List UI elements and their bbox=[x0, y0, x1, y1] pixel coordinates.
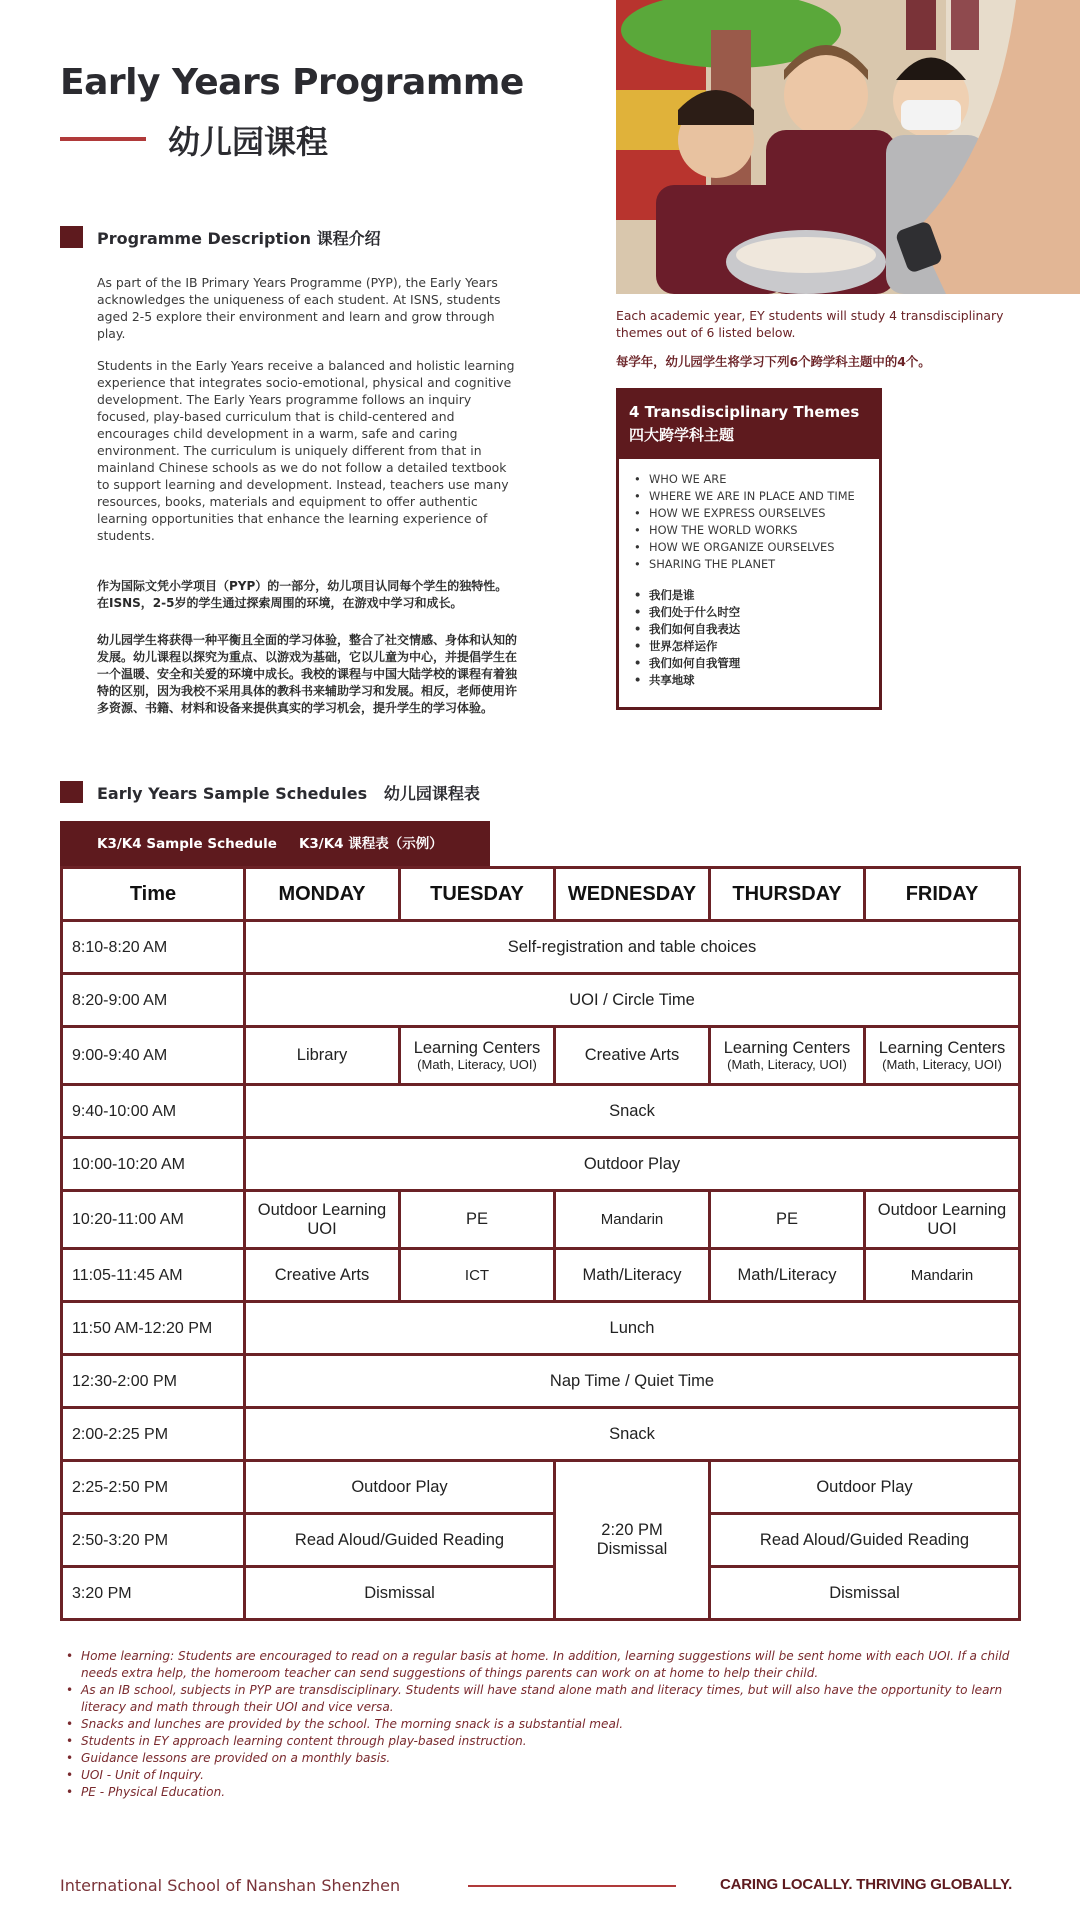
theme-item: • HOW WE ORGANIZE OURSELVES bbox=[632, 539, 879, 556]
activity-title: Learning Centers bbox=[413, 1039, 541, 1057]
activity-cell bbox=[710, 1027, 865, 1085]
activity-cell: UOI / Circle Time bbox=[245, 974, 1020, 1027]
column-header-monday: MONDAY bbox=[245, 868, 400, 921]
schedule-tab-k3-k4 bbox=[60, 821, 490, 867]
description-paragraph-cn-1: 作为国际文凭小学项目（PYP）的一部分，幼儿项目认同每个学生的独特性。在ISNS，2-5岁的学生通过探索周围的环境，在游戏中学习和成长。 bbox=[97, 579, 508, 610]
page-title-chinese: 幼儿园课程 bbox=[168, 123, 329, 161]
themes-list-en bbox=[619, 459, 879, 573]
activity-cell: Math/Literacy bbox=[555, 1249, 710, 1302]
column-header-wednesday: WEDNESDAY bbox=[555, 868, 710, 921]
themes-box-header bbox=[619, 391, 879, 459]
footer-divider-line bbox=[468, 1885, 676, 1887]
table-row bbox=[62, 921, 1020, 974]
note-item: • UOI - Unit of Inquiry. bbox=[64, 1767, 1024, 1784]
table-row bbox=[62, 974, 1020, 1027]
activity-cell: Nap Time / Quiet Time bbox=[245, 1355, 1020, 1408]
activity-cell bbox=[400, 1027, 555, 1085]
theme-item: • WHO WE ARE bbox=[632, 471, 879, 488]
note-item: • Students in EY approach learning content through play-based instruction. bbox=[64, 1733, 1024, 1750]
theme-item: • SHARING THE PLANET bbox=[632, 556, 879, 573]
note-item: • PE - Physical Education. bbox=[64, 1784, 1024, 1801]
table-row bbox=[62, 1461, 1020, 1514]
activity-cell: Snack bbox=[245, 1408, 1020, 1461]
activity-cell: Outdoor Play bbox=[245, 1138, 1020, 1191]
wednesday-dismissal-cell: 2:20 PM Dismissal bbox=[555, 1461, 710, 1620]
activity-cell: Read Aloud/Guided Reading bbox=[245, 1514, 555, 1567]
table-row bbox=[62, 1027, 1020, 1085]
schedule-tab-label-cn: K3/K4 课程表（示例） bbox=[298, 836, 443, 852]
activity-cell: Outdoor Learning UOI bbox=[865, 1191, 1020, 1249]
activity-cell: PE bbox=[400, 1191, 555, 1249]
themes-list-cn bbox=[619, 573, 879, 689]
theme-item-cn: • 世界怎样运作 bbox=[632, 638, 879, 655]
activity-cell: Creative Arts bbox=[245, 1249, 400, 1302]
activity-cell: Read Aloud/Guided Reading bbox=[710, 1514, 1020, 1567]
table-row bbox=[62, 1085, 1020, 1138]
activity-cell: Mandarin bbox=[555, 1191, 710, 1249]
title-accent-line bbox=[60, 137, 146, 141]
time-cell: 9:00-9:40 AM bbox=[62, 1027, 245, 1085]
activity-cell: Library bbox=[245, 1027, 400, 1085]
table-row bbox=[62, 1355, 1020, 1408]
activity-subtitle: (Math, Literacy, UOI) bbox=[417, 1057, 537, 1072]
activity-cell: Lunch bbox=[245, 1302, 1020, 1355]
themes-box-title: 4 Transdisciplinary Themes bbox=[629, 403, 860, 421]
table-row bbox=[62, 1567, 1020, 1620]
theme-item-cn: • 共享地球 bbox=[632, 672, 879, 689]
activity-cell: Outdoor Learning UOI bbox=[245, 1191, 400, 1249]
time-cell: 12:30-2:00 PM bbox=[62, 1355, 245, 1408]
section-marker-square bbox=[60, 226, 83, 248]
schedule-tab-label: K3/K4 Sample Schedule bbox=[97, 836, 277, 852]
time-cell: 8:20-9:00 AM bbox=[62, 974, 245, 1027]
activity-cell: ICT bbox=[400, 1249, 555, 1302]
theme-item: • HOW THE WORLD WORKS bbox=[632, 522, 879, 539]
time-cell: 10:20-11:00 AM bbox=[62, 1191, 245, 1249]
column-header-time: Time bbox=[62, 868, 245, 921]
time-cell: 8:10-8:20 AM bbox=[62, 921, 245, 974]
activity-title: Learning Centers bbox=[878, 1039, 1006, 1057]
table-row bbox=[62, 1302, 1020, 1355]
footer-slogan: CARING LOCALLY. THRIVING GLOBALLY. bbox=[720, 1876, 1013, 1893]
column-header-friday: FRIDAY bbox=[865, 868, 1020, 921]
schedule-table bbox=[60, 866, 1021, 1621]
table-row bbox=[62, 1191, 1020, 1249]
activity-subtitle: (Math, Literacy, UOI) bbox=[727, 1057, 847, 1072]
description-paragraph-cn-2: 幼儿园学生将获得一种平衡且全面的学习体验，整合了社交情感、身体和认知的发展。幼儿课程以探究为重点、以游戏为基础，它以儿童为中心，并提倡学生在一个温暖、安全和关爱的环境中成长。我校的课程与中国大陆学校的课程有着独特的区别，因为我校不采用具体的教科书来辅助学习和发展。相反，老师使用许多资源、书籍、材料和设备来提供真实的学习机会，提升学生的学习体验。 bbox=[97, 633, 518, 715]
activity-title: Learning Centers bbox=[723, 1039, 851, 1057]
note-item: • As an IB school, subjects in PYP are transdisciplinary. Students will have stand alone math and literacy times, but will also have the opportunity to learn literacy and math through their UOI and vice versa. bbox=[64, 1682, 1024, 1716]
activity-cell: Math/Literacy bbox=[710, 1249, 865, 1302]
description-paragraph-2: Students in the Early Years receive a balanced and holistic learning experience that integrates socio-emotional, physical and cognitive development. The Early Years programme follows an inquiry focused, play-based curriculum that is child-centered and encourages child development in a warm, safe and caring environment. The curriculum is uniquely different from that in mainland Chinese schools as we do not follow a detailed textbook to support learning and development. Instead, teachers use many resources, books, materials and equipment to offer authentic learning opportunities that enhance the learning experience of students. bbox=[97, 358, 515, 543]
time-cell: 3:20 PM bbox=[62, 1567, 245, 1620]
theme-item-cn: • 我们处于什么时空 bbox=[632, 604, 879, 621]
themes-box-title-cn: 四大跨学科主题 bbox=[629, 426, 735, 444]
table-row bbox=[62, 1249, 1020, 1302]
themes-intro-text-cn: 每学年，幼儿园学生将学习下列6个跨学科主题中的4个。 bbox=[616, 354, 931, 369]
activity-cell: Dismissal bbox=[710, 1567, 1020, 1620]
theme-item-cn: • 我们如何自我管理 bbox=[632, 655, 879, 672]
note-item: • Guidance lessons are provided on a monthly basis. bbox=[64, 1750, 1024, 1767]
footer-school-name: International School of Nanshan Shenzhen bbox=[60, 1876, 401, 1895]
activity-cell: PE bbox=[710, 1191, 865, 1249]
note-item: • Home learning: Students are encouraged to read on a regular basis at home. In addition, learning suggestions will be sent home with each UOI. If a child needs extra help, the homeroom teacher can send suggestions of things parents can work on at home to help their child. bbox=[64, 1648, 1024, 1682]
themes-box bbox=[616, 388, 882, 710]
section-marker-square bbox=[60, 781, 83, 803]
time-cell: 11:50 AM-12:20 PM bbox=[62, 1302, 245, 1355]
table-row bbox=[62, 1408, 1020, 1461]
table-header-row bbox=[62, 868, 1020, 921]
time-cell: 2:25-2:50 PM bbox=[62, 1461, 245, 1514]
page-title: Early Years Programme bbox=[60, 62, 524, 103]
time-cell: 11:05-11:45 AM bbox=[62, 1249, 245, 1302]
activity-cell: Mandarin bbox=[865, 1249, 1020, 1302]
programme-description-heading: Programme Description 课程介绍 bbox=[97, 229, 381, 248]
note-item: • Snacks and lunches are provided by the school. The morning snack is a substantial meal. bbox=[64, 1716, 1024, 1733]
schedules-heading: Early Years Sample Schedules 幼儿园课程表 bbox=[97, 784, 480, 803]
classroom-photo-illustration bbox=[616, 0, 1080, 294]
column-header-thursday: THURSDAY bbox=[710, 868, 865, 921]
theme-item: • WHERE WE ARE IN PLACE AND TIME bbox=[632, 488, 879, 505]
table-row bbox=[62, 1138, 1020, 1191]
activity-cell: Dismissal bbox=[245, 1567, 555, 1620]
activity-cell: Outdoor Play bbox=[710, 1461, 1020, 1514]
activity-cell: Creative Arts bbox=[555, 1027, 710, 1085]
time-cell: 2:00-2:25 PM bbox=[62, 1408, 245, 1461]
activity-subtitle: (Math, Literacy, UOI) bbox=[882, 1057, 1002, 1072]
activity-cell bbox=[865, 1027, 1020, 1085]
activity-cell: Self-registration and table choices bbox=[245, 921, 1020, 974]
column-header-tuesday: TUESDAY bbox=[400, 868, 555, 921]
time-cell: 2:50-3:20 PM bbox=[62, 1514, 245, 1567]
classroom-photo bbox=[616, 0, 1080, 294]
time-cell: 10:00-10:20 AM bbox=[62, 1138, 245, 1191]
activity-cell: Outdoor Play bbox=[245, 1461, 555, 1514]
time-cell: 9:40-10:00 AM bbox=[62, 1085, 245, 1138]
theme-item: • HOW WE EXPRESS OURSELVES bbox=[632, 505, 879, 522]
schedule-notes bbox=[64, 1648, 1024, 1801]
description-paragraph-1: As part of the IB Primary Years Programme (PYP), the Early Years acknowledges the uniqueness of each student. At ISNS, students aged 2-5 explore their environment and learn and grow through play. bbox=[97, 275, 501, 341]
table-row bbox=[62, 1514, 1020, 1567]
theme-item-cn: • 我们是谁 bbox=[632, 587, 879, 604]
activity-cell: Snack bbox=[245, 1085, 1020, 1138]
themes-intro-text: Each academic year, EY students will study 4 transdisciplinary themes out of 6 listed below. bbox=[616, 308, 1004, 340]
theme-item-cn: • 我们如何自我表达 bbox=[632, 621, 879, 638]
